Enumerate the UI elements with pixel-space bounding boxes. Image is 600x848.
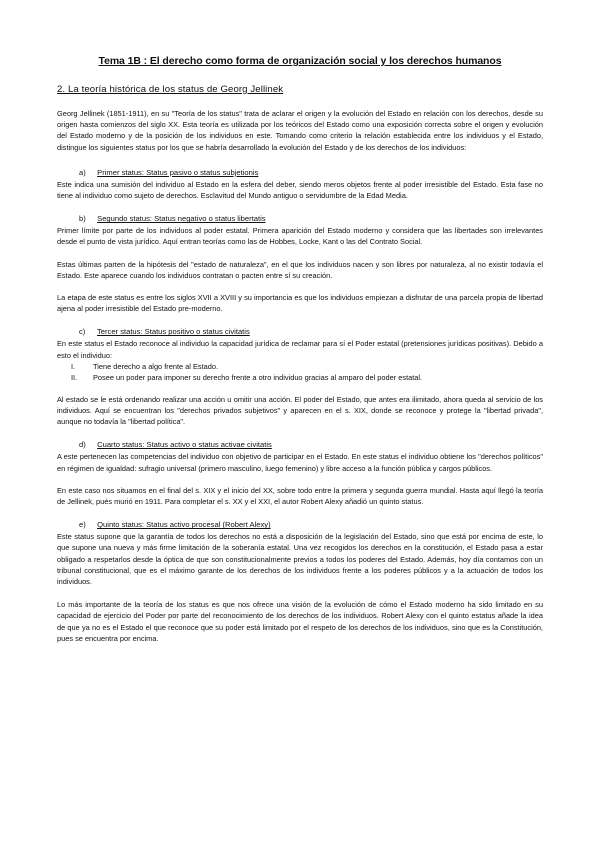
status-heading-d — [79, 439, 543, 450]
status-section-b — [57, 213, 543, 314]
status-section-e — [57, 519, 543, 587]
paragraph: Primer límite por parte de los individuos al poder estatal. Primera aparición del Estado moderno y considera que las libertades son irrelevantes desde el punto de vista jurídico. Aquí entran teorías como las de Hobbes, Locke, Kant o las del Contrato Social. — [57, 226, 543, 247]
status-title: Cuarto status: Status activo o status activae civitatis — [97, 440, 272, 450]
paragraph: En este status el Estado reconoce al individuo la capacidad jurídica de reclamar para sí el Poder estatal (pretensiones jurídicas positivas). Debido a esto el individuo: — [57, 339, 543, 360]
conclusion-paragraph: Lo más importante de la teoría de los status es que nos ofrece una visión de la evolución de cómo el Estado moderno ha sido limitado en su capacidad de ejercicio del Poder por parte del reconocimiento de los derechos de los individuos. Robert Alexy con el quinto estatus añade la idea de que ya no es el Estado el que reconoce que su poder está limitado por el respeto de los derechos de los individuos, sino que es la Constitución, pues se encuentra por encima. — [57, 600, 543, 643]
status-label: a) — [79, 167, 86, 177]
status-section-d — [57, 439, 543, 507]
status-heading-c — [79, 326, 543, 337]
status-label: d) — [79, 440, 86, 450]
paragraph: Al estado se le está ordenando realizar una acción u omitir una acción. El poder del Estado, que antes era ilimitado, ahora queda al servicio de los individuos. Aquí se encuentran los "derechos privados subjetivos" y aparecen en el s. XIX, donde se reconoce y protege la "libertad privada", aunque no todavía la "libertad política". — [57, 394, 543, 427]
paragraph: A este pertenecen las competencias del individuo con objetivo de participar en el Estado. En este status el individuo obtiene los "derechos políticos" en régimen de igualdad: sufragio universal (primero masculino, luego femenino) y libre acceso a la función pública y cargos públicos. — [57, 452, 543, 473]
status-title: Segundo status: Status negativo o status libertatis — [97, 214, 266, 224]
status-section-a — [57, 167, 543, 201]
list-number: I. — [71, 361, 76, 371]
status-title: Primer status: Status pasivo o status subjetionis — [97, 167, 259, 177]
paragraph: La etapa de este status es entre los siglos XVII a XVIII y su importancia es que los individuos empiezan a disfrutar de una parcela propia de libertad ajena al poder irresistible del Estado pre-moderno. — [57, 293, 543, 314]
status-heading-e — [79, 519, 543, 530]
status-heading-b — [79, 213, 543, 224]
status-label: c) — [79, 327, 86, 337]
list-item — [57, 361, 543, 372]
list-text: Posee un poder para imponer su derecho frente a otro individuo gracias al amparo del poder estatal. — [93, 372, 423, 382]
list-text: Tiene derecho a algo frente al Estado. — [93, 361, 219, 371]
status-label: b) — [79, 214, 86, 224]
page-title: Tema 1B : El derecho como forma de organización social y los derechos humanos — [98, 55, 502, 67]
status-heading-a — [79, 167, 543, 178]
paragraph: Este status supone que la garantía de todos los derechos no está a disposición de la legislación del Estado, sino que está por encima de este, lo que supone una nueva y más firme limitación de la soberanía estatal. Una vez recogidos los derechos en la constitución, el Estado pasa a estar obligado a respetarlos desde la óptica de que son constitucionalmente previos a todos los poderes del Estado. Además, hoy día contamos con un tribunal constitucional, que es el máximo garante de los derechos de los individuos frente a los poderes públicos y a la actuación de todos los individuos. — [57, 532, 543, 587]
list-item — [57, 372, 543, 383]
status-title: Quinto status: Status activo procesal (Robert Alexy) — [97, 520, 271, 530]
paragraph: En este caso nos situamos en el final del s. XIX y el inicio del XX, sobre todo entre la primera y segunda guerra mundial. Hasta aquí llegó la teoría de Jellinek, pués murió en 1911. Para completar el s. XX y el XXI, el autor Robert Alexy añadió un quinto status. — [57, 485, 543, 507]
status-label: e) — [79, 520, 86, 530]
paragraph: Este indica una sumisión del individuo al Estado en la esfera del deber, siendo meros objetos frente al poder irresistible del Estado. Esta fase no tiene al individuo como sujeto de derechos. Esclavitud del Mundo antiguo o servidumbre de la Edad Media. — [57, 179, 543, 201]
section-subtitle: 2. La teoría histórica de los status de Georg Jellinek — [57, 84, 284, 95]
intro-paragraph: Georg Jellinek (1851-1911), en su "Teoría de los status" trata de aclarar el origen y la evolución del Estado en relación con los derechos, desde su origen hasta comienzos del siglo XX. Esta teoría es utilizada por los teóricos del Estado como una exposición correcta sobre el origen y evolución del Estado moderno y de la posición de los individuos en este. Tomando como criterio la relación establecida entre los individuos y el Estado, distingue los siguientes status por los que se habría desarrollado la evolución del Estado y de los derechos de los individuos: — [57, 109, 543, 152]
status-title: Tercer status: Status positivo o status civitatis — [96, 327, 250, 337]
paragraph: Estas últimas parten de la hipótesis del "estado de naturaleza", en el que los individuos nacen y son libres por naturaleza, al no existir todavía el Estado. Este aparece cuando los individuos contratan o pacten entre sí su creación. — [57, 259, 543, 280]
roman-list — [57, 361, 543, 383]
status-section-c — [57, 326, 543, 427]
list-number: II. — [71, 372, 78, 382]
